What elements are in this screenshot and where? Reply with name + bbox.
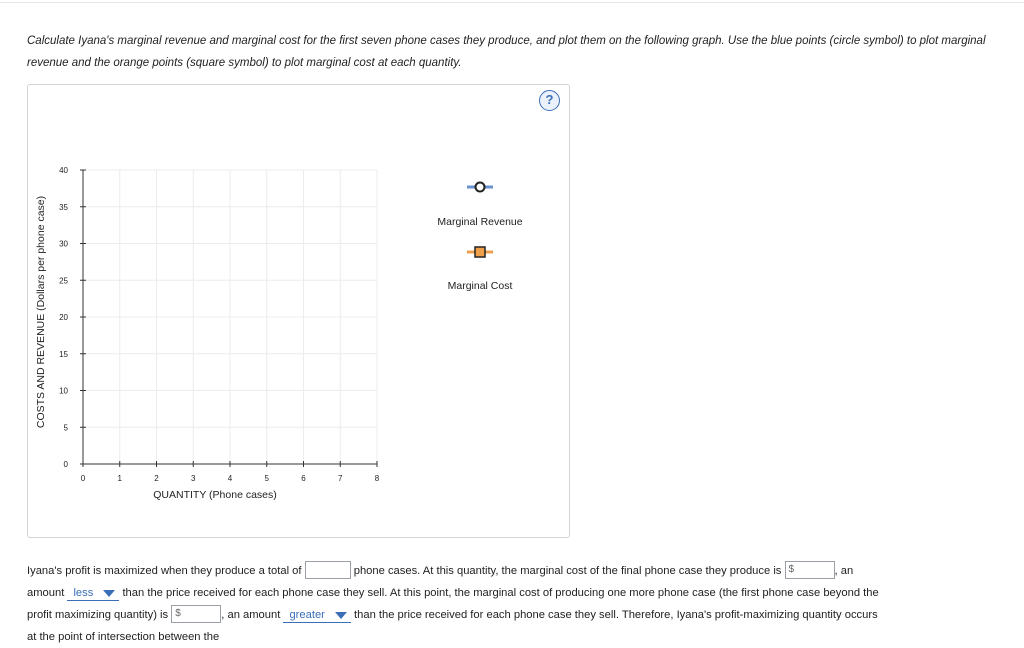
dropdown-1-value: less [73,587,94,599]
mc-final-input[interactable] [785,561,835,579]
chevron-down-icon [103,590,115,597]
circle-marker-icon [476,183,485,192]
square-marker-icon [475,247,485,257]
graph-panel [27,84,570,538]
para-text-1: Iyana's profit is maximized when they produce a total of [27,565,302,577]
instructions-text: Calculate Iyana's marginal revenue and marginal cost for the first seven phone cases they produce, and plot them on the following graph. Use the blue points (circle symbol) to plot marginal revenue and the orange points (square symbol) to plot marginal cost at each quantity. [27,35,986,69]
x-tick-label: 6 [301,474,306,483]
question-paragraph [27,560,887,648]
x-tick-label: 7 [338,474,343,483]
y-tick-label: 5 [63,423,68,433]
top-divider [0,2,1024,3]
quantity-input[interactable] [305,561,351,579]
marginal-revenue-tool[interactable] [437,183,522,229]
dollar-sign: $ [788,564,795,576]
y-tick-label: 10 [59,386,68,396]
marginal-cost-tool[interactable] [448,247,513,292]
x-tick-label: 1 [117,474,122,483]
dropdown-2-value: greater [289,609,325,621]
y-tick-label: 40 [59,166,68,175]
y-tick-label: 15 [59,349,68,359]
para-text-2: phone cases. At this quantity, the marginal cost of the final phone case they produce is [353,565,782,577]
x-tick-label: 2 [154,474,159,483]
legend-label-mr: Marginal Revenue [437,216,523,228]
chevron-down-icon [335,612,347,619]
y-axis-label: COSTS AND REVENUE (Dollars per phone case) [35,195,47,429]
x-axis-label: QUANTITY (Phone cases) [153,489,277,501]
help-icon[interactable]: ? [539,90,560,111]
y-tick-label: 35 [59,202,68,212]
x-tick-label: 0 [80,474,86,483]
para-text-4: than the price received for each phone case they sell. At this point, the marginal cost of producing one more phone case (the first phone case beyond the profit maximizing quantity) is [27,587,879,621]
x-tick-label: 5 [264,474,269,483]
y-tick-label: 0 [63,460,68,469]
chart-svg[interactable] [28,85,569,537]
y-tick-label: 30 [59,239,68,249]
y-tick-label: 25 [59,276,68,286]
x-tick-label: 3 [191,474,196,483]
legend-label-mc: Marginal Cost [447,280,513,292]
x-tick-label: 8 [374,474,380,483]
para-text-5: , an amount [221,609,281,621]
comparison-dropdown-2[interactable] [283,608,350,623]
x-tick-label: 4 [227,474,233,483]
mc-next-input[interactable] [171,605,221,623]
para-text-3: , an amount [27,565,854,599]
y-tick-label: 20 [59,313,68,322]
para-text-6: than the price received for each phone case they sell. Therefore, Iyana's profit-maximizing quantity occurs at the point of intersection between the [27,609,878,643]
dollar-sign: $ [175,608,181,620]
comparison-dropdown-1[interactable] [67,586,119,601]
